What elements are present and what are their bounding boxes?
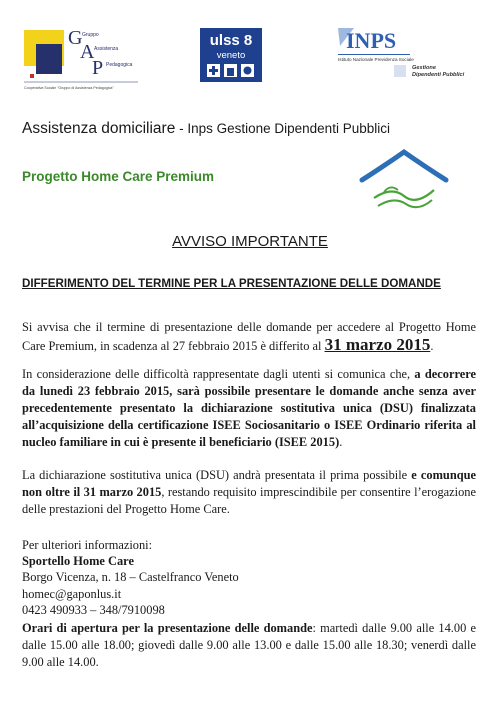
opening-hours-label: Orari di apertura per la presentazione delle domande	[22, 621, 313, 635]
gap-letter-g: G	[68, 27, 83, 49]
opening-hours-text: : martedì dalle 9.00 alle 14.00 e dalle 15.00 alle 18.00; giovedì dalle 9.00 alle 13.00 e dalle 15.00 alle 18.30; venerdì dalle 9.00 alle 14.00.	[22, 621, 476, 669]
ulss8-top-text: ulss 8	[209, 32, 253, 49]
inps-line-1: Istituto Nazionale Previdenza Sociale	[338, 57, 414, 62]
inps-logo	[334, 24, 474, 86]
opening-hours	[22, 620, 476, 671]
home-care-logo	[354, 146, 454, 218]
paragraph-dsu-text-1: La dichiarazione sostitutiva unica (DSU) andrà presentata il prima possibile	[22, 468, 412, 482]
gap-logo-graphic	[22, 22, 140, 94]
header-separator: -	[175, 121, 188, 136]
paragraph-considerations-end: .	[339, 435, 343, 449]
contact-intro: Per ulteriori informazioni:	[22, 538, 153, 552]
contact-office: Sportello Home Care	[22, 554, 134, 569]
gap-navy-block	[36, 44, 62, 74]
paragraph-deadline-end: .	[430, 339, 434, 353]
paragraph-deadline-text: Si avvisa che il termine di presentazione delle domande per accedere al Progetto Home Care Premium, in scadenza al 27 febbraio 2015 è differito al	[22, 320, 476, 353]
house-roof	[362, 152, 446, 180]
inps-line-3: Dipendenti Pubblici	[412, 72, 465, 78]
deadline-date: 31 marzo 2015	[324, 335, 431, 354]
notice-heading: AVVISO IMPORTANTE	[172, 233, 328, 250]
page-header	[22, 120, 390, 138]
inps-rule	[338, 54, 410, 55]
inps-badge-icon	[394, 65, 406, 77]
paragraph-considerations	[22, 366, 476, 451]
project-title: Progetto Home Care Premium	[22, 169, 215, 184]
house-wave-1	[374, 190, 434, 200]
gap-line-4: Cooperativa Sociale "Gruppo di Assistenza Pedagogica"	[24, 86, 114, 90]
contact-address: Borgo Vicenza, n. 18 – Castelfranco Veneto	[22, 570, 239, 585]
ulss8-logo-graphic	[200, 28, 262, 82]
ulss8-symbols-icon	[207, 64, 254, 77]
header-sub: Inps Gestione Dipendenti Pubblici	[187, 121, 390, 136]
paragraph-dsu-text-2: , restando requisito imprescindibile per consentire l’erogazione delle prestazioni del Progetto Home Care.	[22, 485, 476, 516]
gap-letter-p: P	[92, 57, 104, 79]
ulss8-bottom-text: veneto	[216, 50, 246, 61]
header-main: Assistenza domiciliare	[22, 120, 176, 137]
gap-line-2: Assistenza	[94, 46, 119, 52]
contact-phone: 0423 490933 – 348/7910098	[22, 602, 165, 617]
inps-name: INPS	[346, 28, 397, 53]
house-wave-2	[378, 200, 432, 207]
gap-line-1: Gruppo	[82, 32, 99, 38]
ulss8-logo	[200, 28, 262, 82]
notice-subtitle: DIFFERIMENTO DEL TERMINE PER LA PRESENTAZIONE DELLE DOMANDE	[22, 277, 441, 290]
gap-logo	[22, 22, 140, 94]
inps-logo-graphic	[334, 24, 474, 86]
paragraph-dsu	[22, 467, 476, 518]
gap-letter-a: A	[80, 41, 95, 63]
gap-red-dot	[30, 74, 34, 78]
gap-line-3: Pedagogica	[106, 62, 133, 68]
paragraph-considerations-text: In considerazione delle difficoltà rappresentate dagli utenti si comunica che,	[22, 367, 415, 381]
inps-line-2: Gestione	[412, 65, 436, 71]
contact-email[interactable]: homec@gaponlus.it	[22, 586, 122, 601]
house-icon	[354, 146, 454, 218]
paragraph-considerations-bold: a decorrere da lunedì 23 febbraio 2015, sarà possibile presentare le domande anche senza aver precedentemente presentato la dichiarazione sostitutiva unica (DSU) finalizzata all’acquisizione della certificazione ISEE Sociosanitario o ISEE Ordinario riferita al nucleo familiare in cui è presente il beneficiario (ISEE 2015)	[22, 367, 476, 449]
paragraph-deadline	[22, 319, 476, 355]
paragraph-dsu-bold: e comunque non oltre il 31 marzo 2015	[22, 468, 476, 499]
contact-info	[22, 537, 239, 618]
